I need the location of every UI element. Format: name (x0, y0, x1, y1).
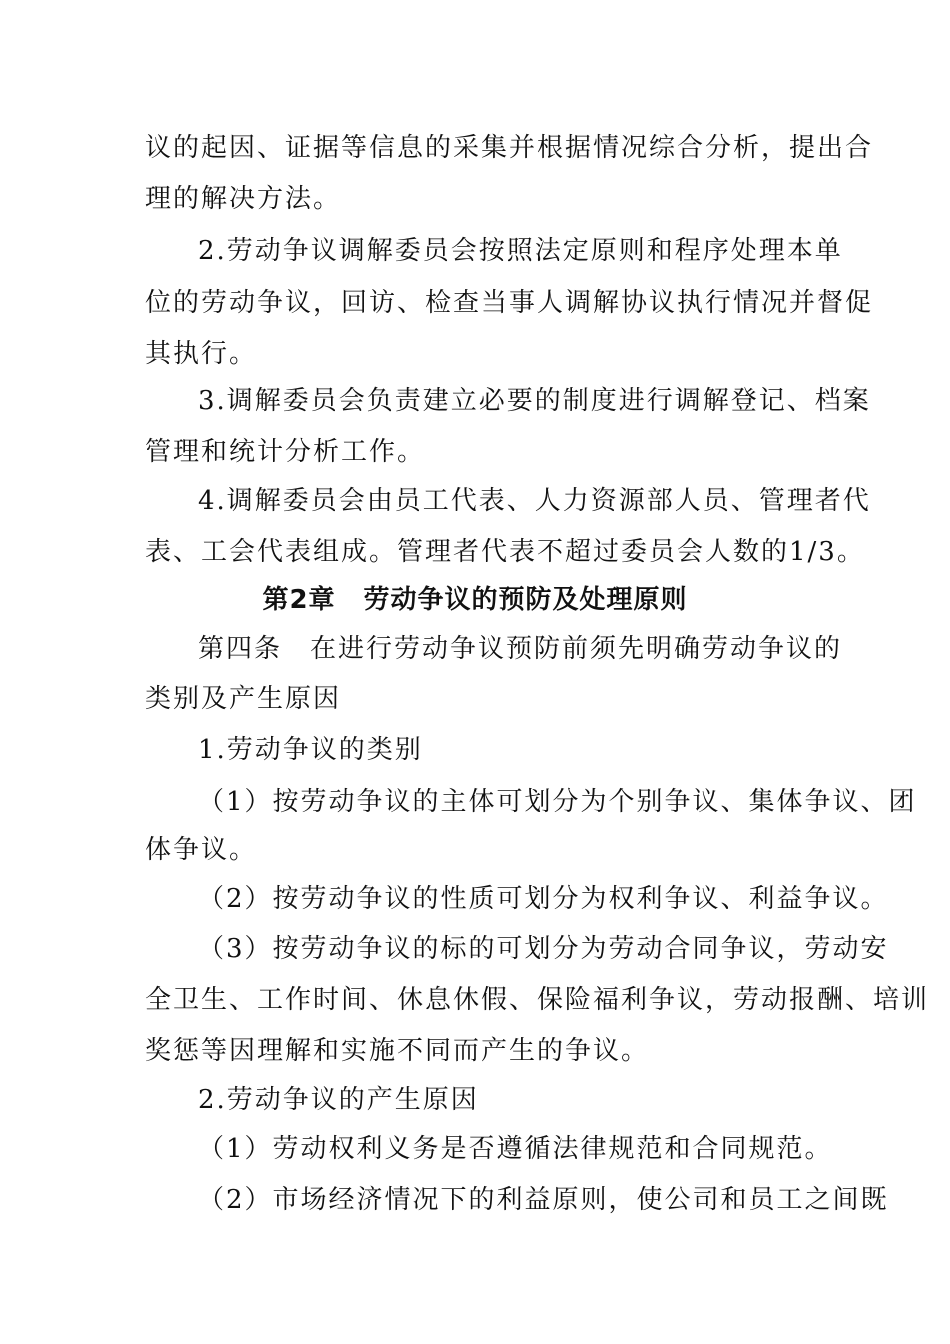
list-item-2: 2.劳动争议调解委员会按照法定原则和程序处理本单 (198, 236, 843, 266)
paragraph-line: 奖惩等因理解和实施不同而产生的争议。 (145, 1036, 650, 1066)
paragraph-line: 体争议。 (145, 835, 258, 865)
paragraph-line: 位的劳动争议，回访、检查当事人调解协议执行情况并督促 (145, 288, 874, 318)
chapter-heading (0, 583, 950, 617)
list-item: （1）劳动权利义务是否遵循法律规范和合同规范。 (198, 1134, 833, 1164)
list-item-4: 4.调解委员会由员工代表、人力资源部人员、管理者代 (198, 486, 871, 516)
paragraph-line: 全卫生、工作时间、休息休假、保险福利争议，劳动报酬、培训 (145, 985, 930, 1015)
paragraph-line: 管理和统计分析工作。 (145, 437, 426, 467)
chapter-title: 劳动争议的预防及处理原则 (363, 585, 688, 615)
list-item: （1）按劳动争议的主体可划分为个别争议、集体争议、团 (198, 787, 917, 817)
section-heading: 1.劳动争议的类别 (198, 735, 423, 765)
paragraph-line: 其执行。 (145, 339, 258, 369)
paragraph-line: 理的解决方法。 (145, 184, 342, 214)
chapter-number: 第2章 (262, 585, 336, 615)
section-heading: 2.劳动争议的产生原因 (198, 1085, 479, 1115)
list-item-3: 3.调解委员会负责建立必要的制度进行调解登记、档案 (198, 386, 871, 416)
paragraph-line: 议的起因、证据等信息的采集并根据情况综合分析，提出合 (145, 133, 874, 163)
article-label: 第四条 (198, 634, 283, 664)
article-line (198, 632, 843, 666)
paragraph-line: 类别及产生原因 (145, 684, 342, 714)
list-item: （2）市场经济情况下的利益原则，使公司和员工之间既 (198, 1185, 889, 1215)
list-item: （2）按劳动争议的性质可划分为权利争议、利益争议。 (198, 884, 889, 914)
article-text: 在进行劳动争议预防前须先明确劳动争议的 (310, 634, 843, 664)
paragraph-line: 表、工会代表组成。管理者代表不超过委员会人数的1/3。 (145, 537, 865, 567)
list-item: （3）按劳动争议的标的可划分为劳动合同争议，劳动安 (198, 934, 889, 964)
